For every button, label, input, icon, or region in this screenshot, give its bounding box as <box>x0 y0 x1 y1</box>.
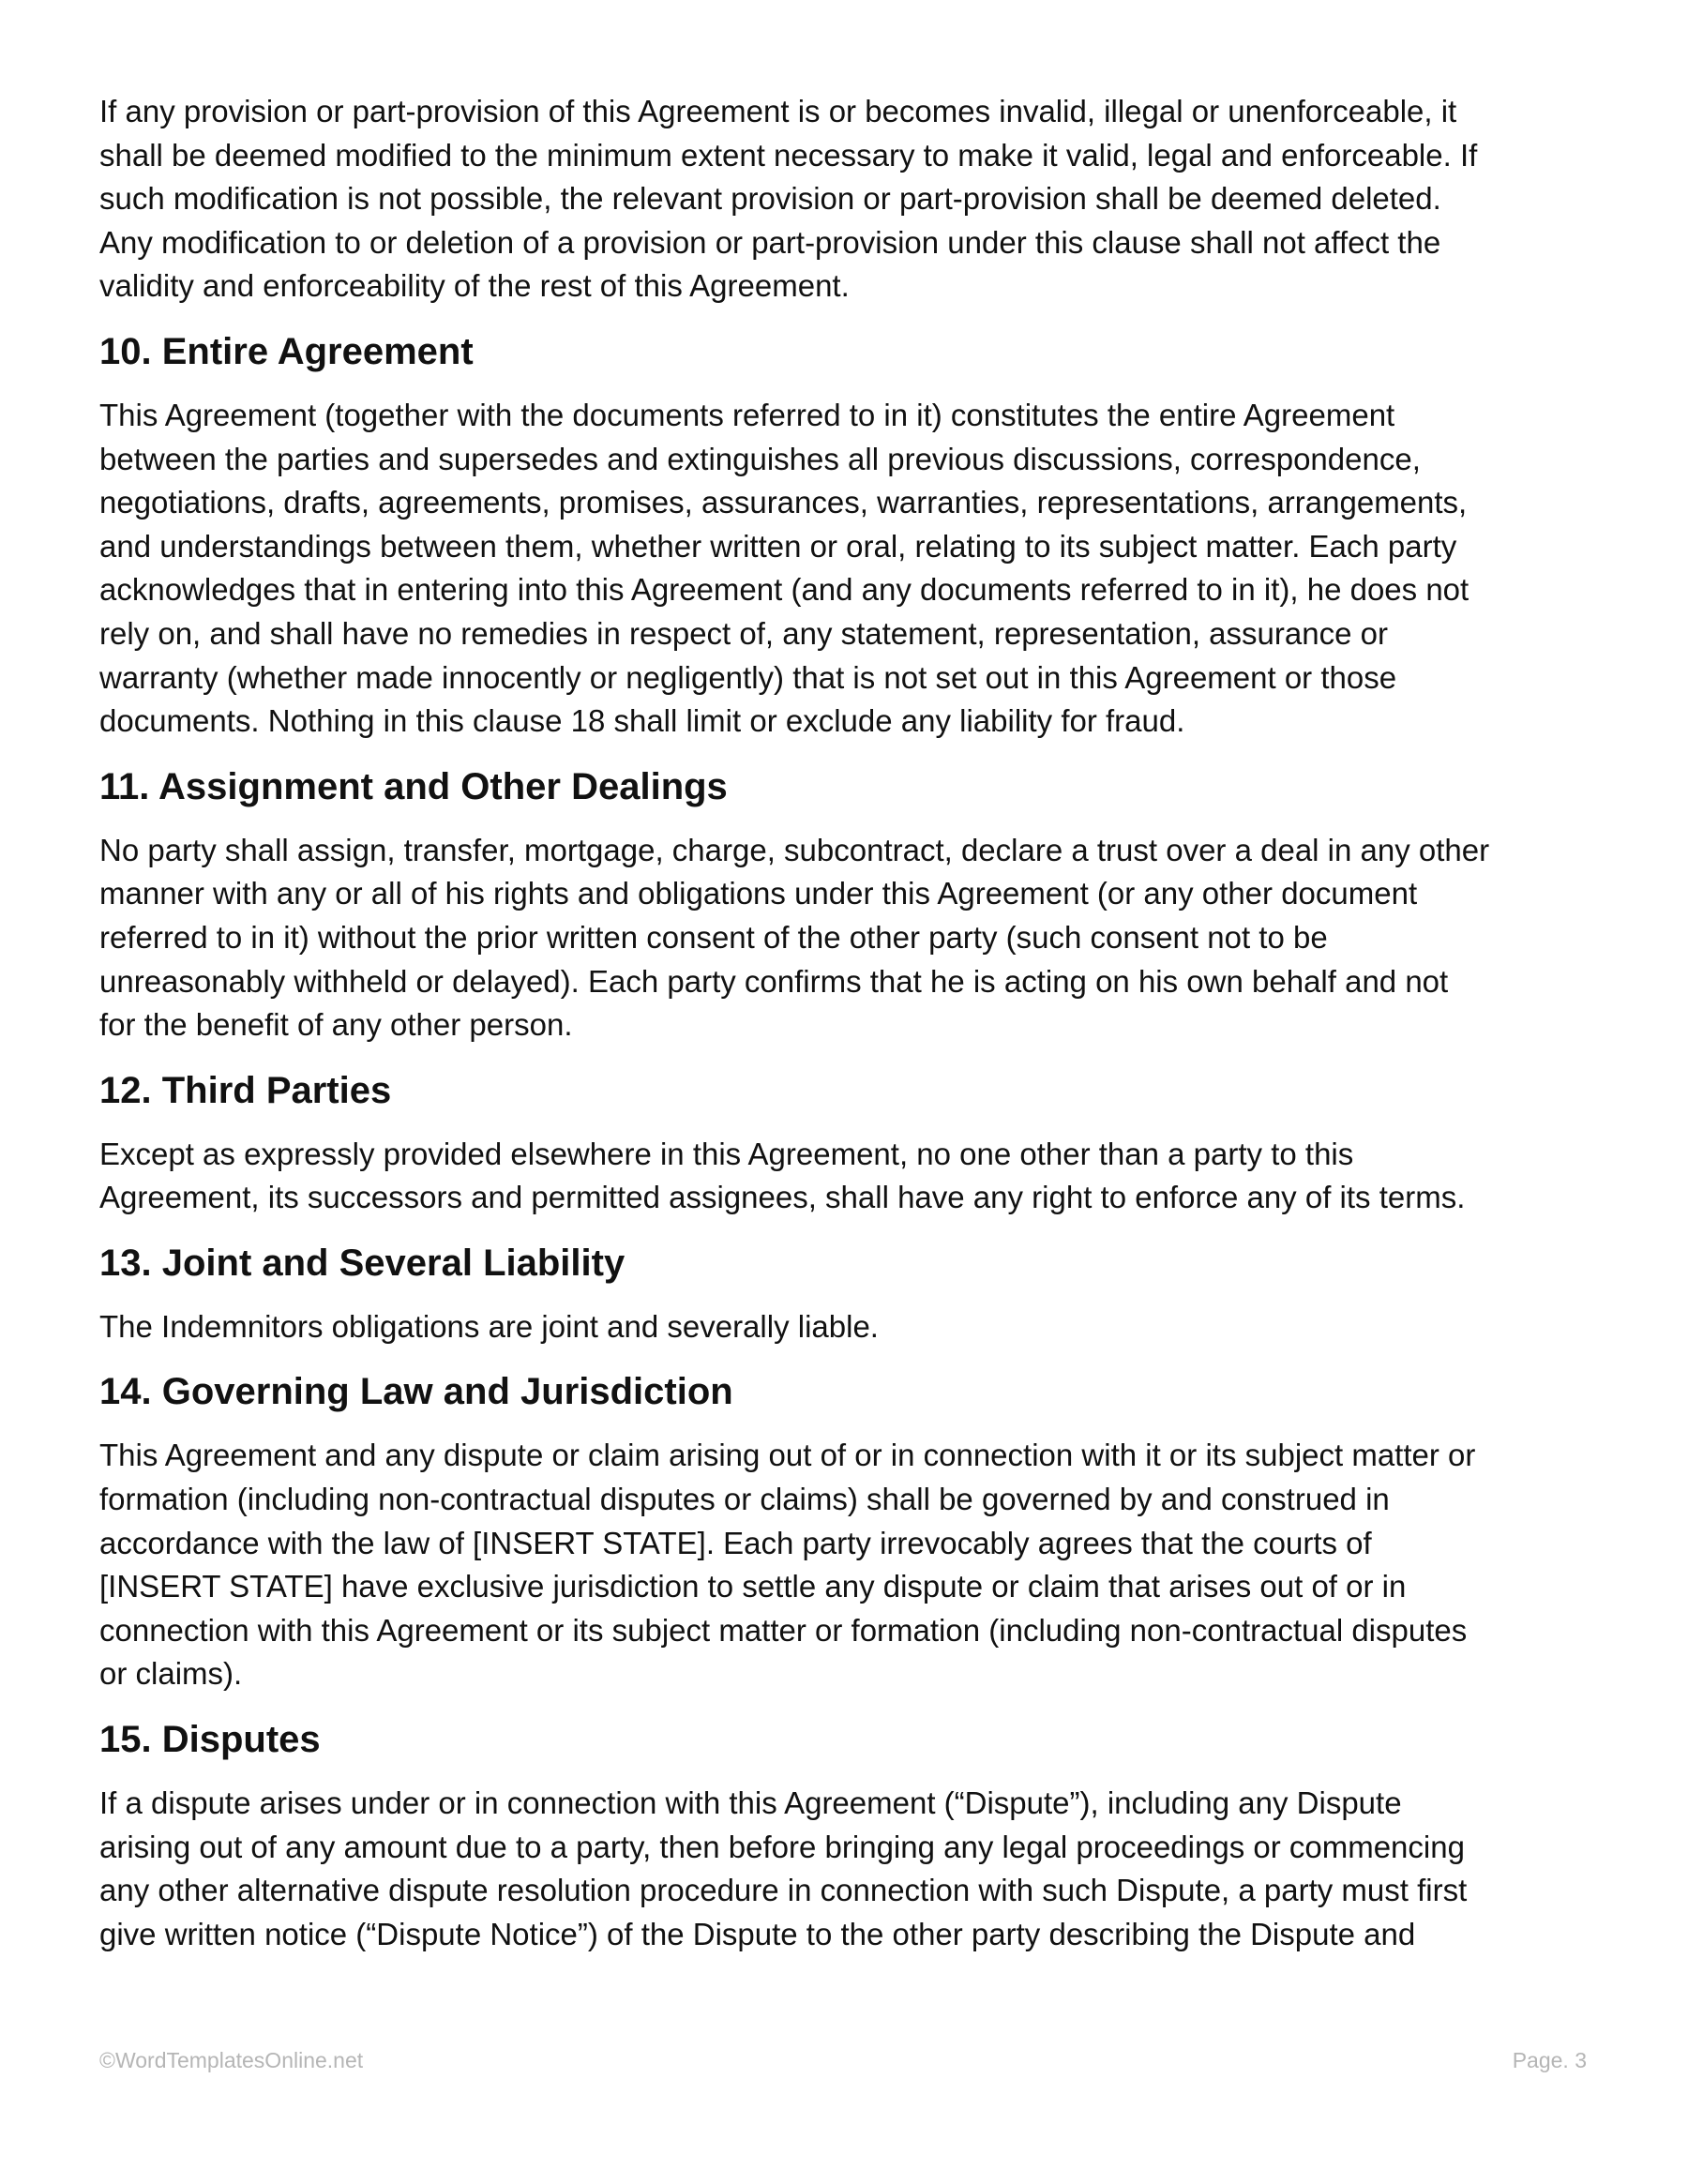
paragraph-line: If a dispute arises under or in connection with this Agreement (“Dispute”), including any Dispute <box>99 1785 1402 1821</box>
paragraph-line: No party shall assign, transfer, mortgage, charge, subcontract, declare a trust over a deal in any other <box>99 832 1490 867</box>
section-heading-disputes: 15. Disputes <box>99 1719 321 1761</box>
paragraph-line: accordance with the law of [INSERT STATE]. Each party irrevocably agrees that the courts of <box>99 1525 1372 1560</box>
paragraph-line: This Agreement (together with the documents referred to in it) constitutes the entire Agreement <box>99 397 1395 432</box>
paragraph-line: referred to in it) without the prior written consent of the other party (such consent not to be <box>99 919 1328 955</box>
document-page <box>99 90 1600 1956</box>
paragraph-line: rely on, and shall have no remedies in respect of, any statement, representation, assurance or <box>99 615 1388 651</box>
section-heading-joint-liability: 13. Joint and Several Liability <box>99 1242 625 1284</box>
paragraph-line: negotiations, drafts, agreements, promises, assurances, warranties, representations, arrangements, <box>99 485 1468 520</box>
paragraph-line: Agreement, its successors and permitted assignees, shall have any right to enforce any of its terms. <box>99 1180 1466 1215</box>
section-body-disputes <box>99 1782 1600 1956</box>
paragraph-line: Except as expressly provided elsewhere in this Agreement, no one other than a party to this <box>99 1136 1354 1171</box>
footer-copyright: ©WordTemplatesOnline.net <box>99 2048 364 2072</box>
paragraph-line: This Agreement and any dispute or claim arising out of or in connection with it or its subject matter or <box>99 1438 1476 1473</box>
paragraph-line: between the parties and supersedes and extinguishes all previous discussions, correspondence, <box>99 441 1421 476</box>
paragraph-line: Any modification to or deletion of a provision or part-provision under this clause shall not affect the <box>99 224 1441 260</box>
paragraph-line: give written notice (“Dispute Notice”) of the Dispute to the other party describing the Dispute and <box>99 1916 1416 1951</box>
paragraph-line: such modification is not possible, the relevant provision or part-provision shall be deemed deleted. <box>99 181 1441 217</box>
paragraph-line: for the benefit of any other person. <box>99 1007 573 1043</box>
paragraph-line: or claims). <box>99 1656 243 1692</box>
paragraph-line: unreasonably withheld or delayed). Each party confirms that he is acting on his own behalf and not <box>99 963 1449 999</box>
paragraph-line: any other alternative dispute resolution procedure in connection with such Dispute, a party must first <box>99 1873 1468 1908</box>
section-body-joint-liability <box>99 1305 1600 1349</box>
paragraph-line: warranty (whether made innocently or negligently) that is not set out in this Agreement or those <box>99 659 1397 695</box>
section-body-entire-agreement <box>99 394 1600 744</box>
paragraph-line: [INSERT STATE] have exclusive jurisdiction to settle any dispute or claim that arises out of or in <box>99 1569 1407 1604</box>
paragraph-line: arising out of any amount due to a party, then before bringing any legal proceedings or commencing <box>99 1829 1465 1864</box>
paragraph-line: validity and enforceability of the rest of this Agreement. <box>99 268 850 304</box>
section-heading-governing-law: 14. Governing Law and Jurisdiction <box>99 1371 733 1413</box>
section-heading-third-parties: 12. Third Parties <box>99 1069 392 1111</box>
section-heading-assignment: 11. Assignment and Other Dealings <box>99 765 728 807</box>
section-heading-entire-agreement: 10. Entire Agreement <box>99 330 474 372</box>
section-body-assignment <box>99 829 1600 1047</box>
section-body-third-parties <box>99 1133 1600 1220</box>
footer-page-number: Page. 3 <box>1512 2048 1587 2072</box>
paragraph-line: If any provision or part-provision of this Agreement is or becomes invalid, illegal or unenforceable, it <box>99 94 1457 128</box>
paragraph-line: shall be deemed modified to the minimum extent necessary to make it valid, legal and enforceable. If <box>99 137 1478 173</box>
paragraph-line: documents. Nothing in this clause 18 shall limit or exclude any liability for fraud. <box>99 703 1185 739</box>
paragraph-line: manner with any or all of his rights and obligations under this Agreement (or any other document <box>99 876 1418 911</box>
intro-paragraph <box>99 90 1600 309</box>
paragraph-line: The Indemnitors obligations are joint and severally liable. <box>99 1308 879 1344</box>
paragraph-line: and understandings between them, whether written or oral, relating to its subject matter. Each party <box>99 528 1457 564</box>
paragraph-line: formation (including non-contractual disputes or claims) shall be governed by and construed in <box>99 1482 1390 1517</box>
section-body-governing-law <box>99 1434 1600 1696</box>
paragraph-line: connection with this Agreement or its subject matter or formation (including non-contractual disputes <box>99 1612 1468 1648</box>
paragraph-line: acknowledges that in entering into this Agreement (and any documents referred to in it), he does not <box>99 572 1469 608</box>
